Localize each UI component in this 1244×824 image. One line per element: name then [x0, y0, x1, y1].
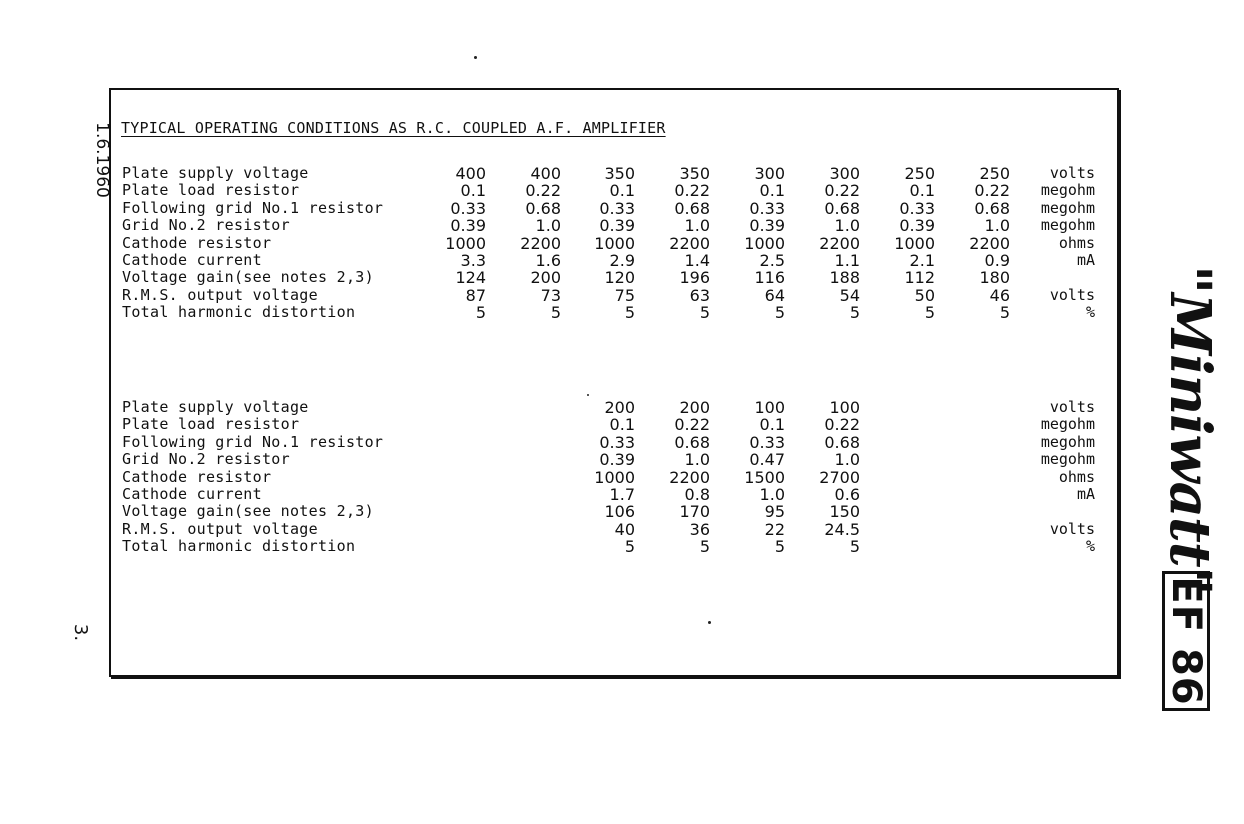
value-cell: 2200 — [520, 233, 561, 253]
row-label: Grid No.2 resistor — [122, 216, 290, 235]
value-cell: 0.1 — [759, 415, 785, 435]
value-cell: 1000 — [445, 233, 486, 253]
value-cell: 0.33 — [599, 432, 635, 452]
value-cell: 54 — [839, 285, 860, 305]
value-cell: 5 — [924, 303, 935, 323]
value-cell: 0.22 — [674, 415, 710, 435]
value-cell: 5 — [774, 537, 785, 557]
value-cell: 0.47 — [749, 450, 785, 470]
value-cell: 1.0 — [684, 450, 710, 470]
value-cell: 1000 — [594, 467, 635, 487]
value-cell: 200 — [679, 398, 710, 417]
value-cell: 2.1 — [909, 251, 935, 270]
value-cell: 100 — [829, 398, 860, 417]
value-cell: 100 — [754, 398, 785, 417]
unit-cell: volts — [1049, 285, 1095, 304]
row-label: Cathode resistor — [122, 233, 272, 252]
value-cell: 2200 — [969, 233, 1010, 253]
value-cell: 0.68 — [824, 198, 860, 218]
table-row — [0, 503, 1244, 520]
table-row — [0, 269, 1244, 286]
tube-type-box — [1162, 571, 1210, 711]
value-cell: 5 — [849, 537, 860, 557]
value-cell: 87 — [465, 285, 486, 305]
value-cell: 2200 — [819, 233, 860, 253]
value-cell: 112 — [904, 268, 935, 288]
value-cell: 1.1 — [834, 251, 860, 270]
value-cell: 1000 — [594, 233, 635, 253]
row-label: R.M.S. output voltage — [122, 519, 318, 538]
row-label: R.M.S. output voltage — [122, 285, 318, 304]
unit-cell: megohm — [1040, 432, 1095, 451]
table-row — [0, 469, 1244, 486]
value-cell: 0.39 — [749, 216, 785, 236]
value-cell: 1.0 — [834, 216, 860, 236]
value-cell: 5 — [999, 303, 1010, 323]
row-label: Plate load resistor — [122, 415, 300, 434]
value-cell: 2200 — [669, 233, 710, 253]
value-cell: 75 — [614, 285, 635, 305]
value-cell: 5 — [624, 303, 635, 323]
row-label: Cathode current — [122, 251, 262, 269]
value-cell: 0.1 — [460, 181, 486, 201]
date-stamp: 1.6.1960 — [91, 122, 112, 198]
value-cell: 1.0 — [535, 216, 561, 236]
value-cell: 0.39 — [450, 216, 486, 236]
value-cell: 0.39 — [599, 216, 635, 236]
unit-cell: mA — [1076, 485, 1095, 503]
value-cell: 0.39 — [599, 450, 635, 470]
value-cell: 0.1 — [909, 181, 935, 201]
value-cell: 2.9 — [609, 251, 635, 270]
page-number: 3. — [70, 623, 92, 642]
value-cell: 0.22 — [824, 181, 860, 201]
row-label: Grid No.2 resistor — [122, 450, 290, 469]
value-cell: 95 — [764, 502, 785, 522]
unit-cell: megohm — [1040, 415, 1095, 434]
row-label: Voltage gain(see notes 2,3) — [122, 502, 374, 521]
scan-speck — [587, 394, 589, 396]
value-cell: 300 — [754, 164, 785, 183]
value-cell: 0.8 — [684, 485, 710, 504]
value-cell: 1.6 — [535, 251, 561, 270]
unit-cell: volts — [1049, 519, 1095, 538]
row-label: Following grid No.1 resistor — [122, 432, 384, 451]
value-cell: 350 — [679, 164, 710, 183]
value-cell: 200 — [604, 398, 635, 417]
value-cell: 63 — [689, 285, 710, 305]
value-cell: 0.22 — [824, 415, 860, 435]
value-cell: 22 — [764, 519, 785, 539]
value-cell: 0.33 — [599, 198, 635, 218]
value-cell: 0.39 — [899, 216, 935, 236]
value-cell: 1.0 — [684, 216, 710, 236]
value-cell: 2700 — [819, 467, 860, 487]
value-cell: 40 — [614, 519, 635, 539]
value-cell: 188 — [829, 268, 860, 288]
value-cell: 5 — [550, 303, 561, 323]
table-row — [0, 217, 1244, 234]
value-cell: 1500 — [744, 467, 785, 487]
unit-cell: % — [1085, 303, 1095, 322]
value-cell: 3.3 — [460, 251, 486, 270]
value-cell: 106 — [604, 502, 635, 522]
value-cell: 120 — [604, 268, 635, 288]
table-row — [0, 200, 1244, 217]
value-cell: 0.22 — [974, 181, 1010, 201]
value-cell: 1.4 — [684, 251, 710, 270]
value-cell: 5 — [475, 303, 486, 323]
table-row — [0, 538, 1244, 555]
row-label: Plate supply voltage — [122, 398, 309, 416]
value-cell: 250 — [904, 164, 935, 183]
value-cell: 124 — [455, 268, 486, 288]
row-label: Plate supply voltage — [122, 164, 309, 182]
value-cell: 250 — [979, 164, 1010, 183]
value-cell: 0.1 — [609, 415, 635, 435]
value-cell: 36 — [689, 519, 710, 539]
row-label: Cathode current — [122, 485, 262, 503]
value-cell: 150 — [829, 502, 860, 522]
value-cell: 0.68 — [674, 198, 710, 218]
table-row — [0, 486, 1244, 503]
row-label: Plate load resistor — [122, 181, 300, 200]
unit-cell: % — [1085, 537, 1095, 556]
unit-cell: megohm — [1040, 181, 1095, 200]
table-row — [0, 287, 1244, 304]
value-cell: 350 — [604, 164, 635, 183]
table-row — [0, 434, 1244, 451]
table-row — [0, 182, 1244, 199]
value-cell: 400 — [455, 164, 486, 183]
value-cell: 0.68 — [674, 432, 710, 452]
value-cell: 116 — [754, 268, 785, 288]
value-cell: 0.1 — [609, 181, 635, 201]
row-label: Following grid No.1 resistor — [122, 198, 384, 217]
value-cell: 0.6 — [834, 485, 860, 504]
brand-logo: "Miniwatt" — [1157, 265, 1223, 595]
tube-type-label: EF 86 — [1163, 576, 1209, 706]
value-cell: 1000 — [744, 233, 785, 253]
value-cell: 0.22 — [525, 181, 561, 201]
table-row — [0, 416, 1244, 433]
value-cell: 0.9 — [984, 251, 1010, 270]
table-row — [0, 252, 1244, 269]
unit-cell: megohm — [1040, 198, 1095, 217]
value-cell: 180 — [979, 268, 1010, 288]
value-cell: 1.0 — [834, 450, 860, 470]
scan-speck — [474, 56, 477, 59]
value-cell: 300 — [829, 164, 860, 183]
unit-cell: ohms — [1058, 467, 1095, 486]
table-row — [0, 451, 1244, 468]
table-row — [0, 304, 1244, 321]
value-cell: 0.33 — [899, 198, 935, 218]
value-cell: 5 — [624, 537, 635, 557]
unit-cell: volts — [1049, 164, 1095, 182]
value-cell: 73 — [540, 285, 561, 305]
value-cell: 0.68 — [525, 198, 561, 218]
row-label: Total harmonic distortion — [122, 537, 356, 556]
value-cell: 0.68 — [824, 432, 860, 452]
table-row — [0, 521, 1244, 538]
value-cell: 5 — [849, 303, 860, 323]
value-cell: 64 — [764, 285, 785, 305]
page-heading: TYPICAL OPERATING CONDITIONS AS R.C. COUPLED A.F. AMPLIFIER — [121, 119, 666, 137]
value-cell: 0.33 — [749, 432, 785, 452]
unit-cell: megohm — [1040, 450, 1095, 469]
table-row — [0, 235, 1244, 252]
value-cell: 1.0 — [759, 485, 785, 504]
value-cell: 5 — [699, 303, 710, 323]
unit-cell: ohms — [1058, 233, 1095, 252]
value-cell: 2.5 — [759, 251, 785, 270]
value-cell: 196 — [679, 268, 710, 288]
unit-cell: megohm — [1040, 216, 1095, 235]
value-cell: 1.7 — [609, 485, 635, 504]
table-row — [0, 399, 1244, 416]
row-label: Cathode resistor — [122, 467, 272, 486]
value-cell: 5 — [774, 303, 785, 323]
value-cell: 0.33 — [749, 198, 785, 218]
value-cell: 1000 — [894, 233, 935, 253]
unit-cell: mA — [1076, 251, 1095, 269]
value-cell: 0.68 — [974, 198, 1010, 218]
row-label: Voltage gain(see notes 2,3) — [122, 268, 374, 287]
value-cell: 0.33 — [450, 198, 486, 218]
unit-cell: volts — [1049, 398, 1095, 416]
value-cell: 200 — [530, 268, 561, 288]
value-cell: 0.1 — [759, 181, 785, 201]
value-cell: 170 — [679, 502, 710, 522]
value-cell: 5 — [699, 537, 710, 557]
value-cell: 1.0 — [984, 216, 1010, 236]
value-cell: 2200 — [669, 467, 710, 487]
value-cell: 50 — [914, 285, 935, 305]
value-cell: 0.22 — [674, 181, 710, 201]
table-row — [0, 165, 1244, 182]
scan-speck — [708, 621, 711, 624]
value-cell: 400 — [530, 164, 561, 183]
row-label: Total harmonic distortion — [122, 303, 356, 322]
value-cell: 24.5 — [824, 519, 860, 539]
value-cell: 46 — [989, 285, 1010, 305]
